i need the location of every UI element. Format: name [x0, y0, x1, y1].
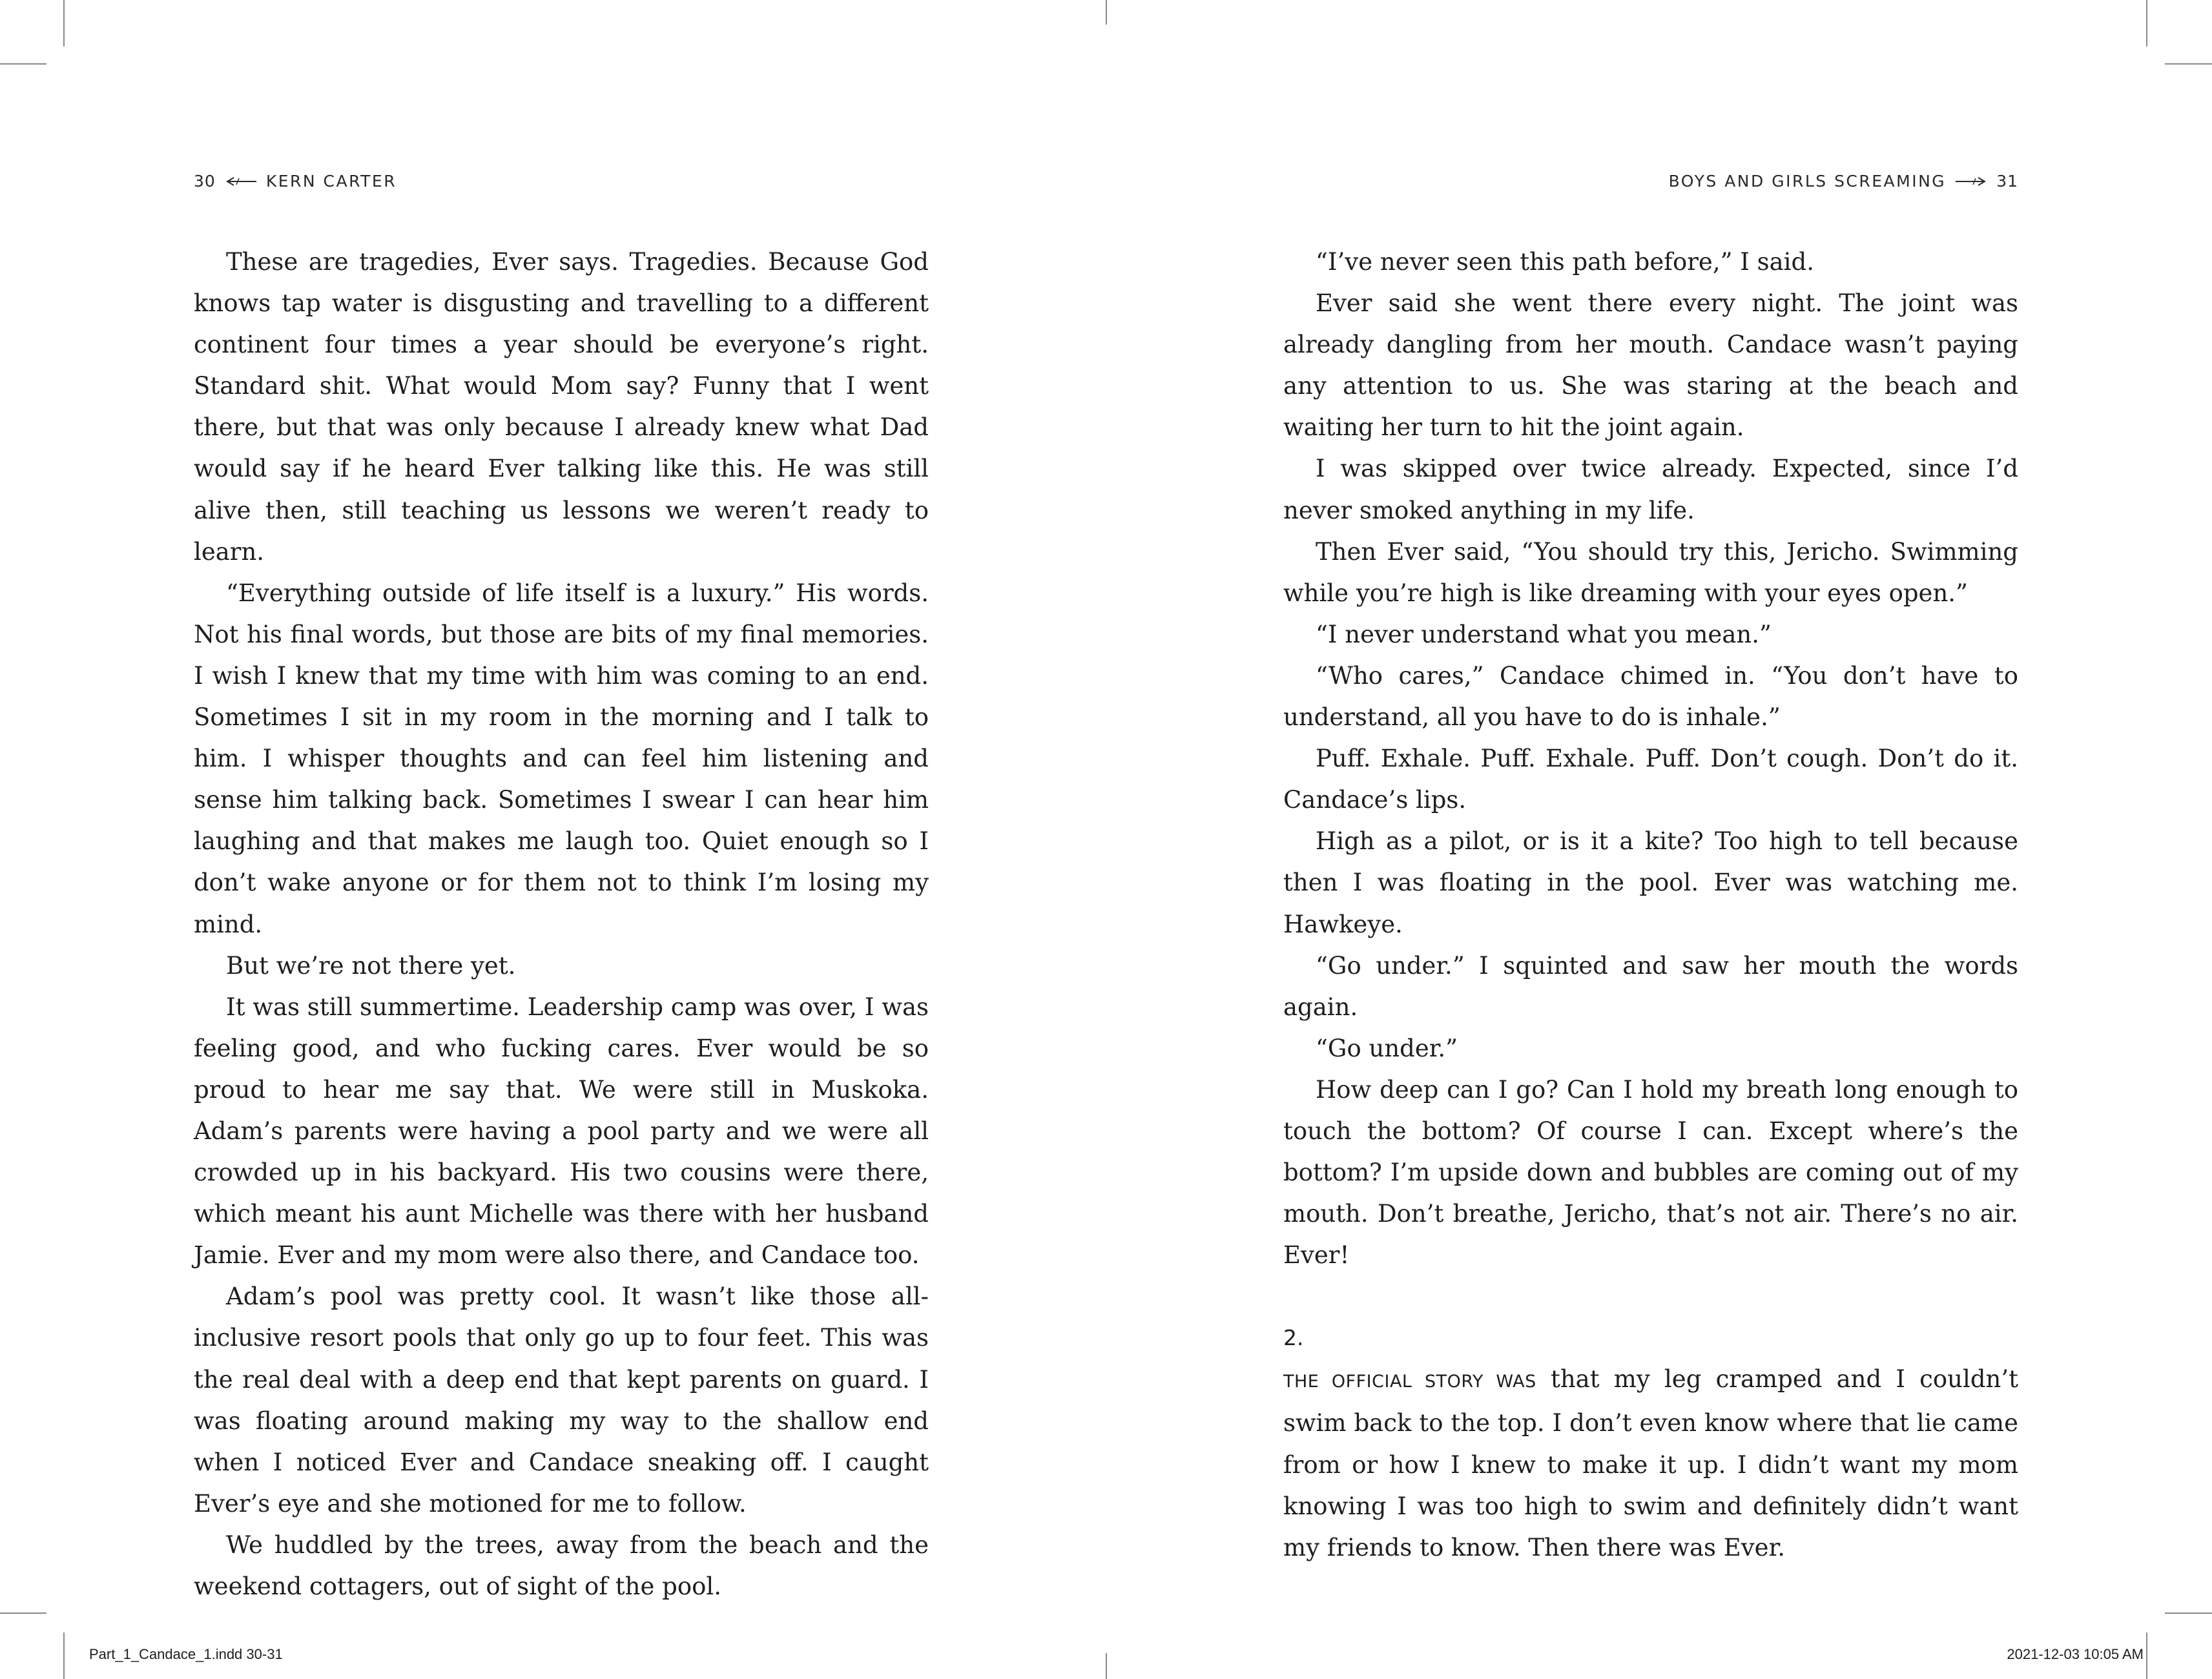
section-number: 2. [1283, 1325, 1304, 1351]
left-page-body [194, 242, 929, 1607]
running-head-right [1669, 172, 2018, 191]
crop-mark [63, 0, 65, 46]
crop-mark [2146, 0, 2147, 46]
crop-mark [1106, 1653, 1107, 1679]
slug-timestamp: 2021-12-03 10:05 AM [2007, 1646, 2144, 1662]
paragraph: Adam’s pool was pretty cool. It wasn’t like those all-inclusive resort pools that only go up to four feet. This was the real deal with a deep end that kept parents on guard. I was floating around making my way to the shallow end when I noticed Ever and Candace sneaking off. I caught Ever’s eye and she motioned for me to follow. [194, 1282, 929, 1518]
section-lead-in: THE OFFICIAL STORY WAS [1283, 1372, 1536, 1392]
paragraph: Puff. Exhale. Puff. Exhale. Puff. Don’t cough. Don’t do it. Candace’s lips. [1283, 745, 2018, 814]
paragraph: “Go under.” [1316, 1034, 1458, 1062]
running-head-author: KERN CARTER [265, 172, 397, 191]
paragraph: “Everything outside of life itself is a luxury.” His words. Not his final words, but those are bits of my final memories. I wish I knew that my time with him was coming to an end. Sometimes I sit in my room in the morning and I talk to him. I whisper thoughts and can feel him listening and sense him talking back. Sometimes I swear I can hear him laughing and that makes me laugh too. Quiet enough so I don’t wake anyone or for them not to think I’m losing my mind. [194, 579, 929, 938]
crop-mark [2165, 63, 2212, 65]
paragraph: Ever said she went there every night. The joint was already dangling from her mouth. Candace wasn’t paying any attention to us. She was staring at the beach and waiting her turn to hit the joint again. [1283, 289, 2018, 442]
running-head-title: BOYS AND GIRLS SCREAMING [1668, 172, 1947, 191]
arrow-ornament-icon [225, 177, 257, 186]
paragraph: High as a pilot, or is it a kite? Too high to tell because then I was floating in the pool. Ever was watching me. Hawkeye. [1283, 827, 2018, 938]
crop-mark [63, 1633, 65, 1679]
paragraph: “Who cares,” Candace chimed in. “You don’t have to understand, all you have to do is inhale.” [1283, 661, 2018, 732]
arrow-ornament-icon [1955, 177, 1987, 186]
paragraph: We huddled by the trees, away from the beach and the weekend cottagers, out of sight of the pool. [194, 1530, 929, 1600]
section-opening-paragraph [1283, 1359, 2018, 1568]
paragraph: These are tragedies, Ever says. Tragedies. Because God knows tap water is disgusting and travelling to a different continent four times a year should be everyone’s right. Standard shit. What would Mom say? Funny that I went there, but that was only because I already knew what Dad would say if he heard Ever talking like this. He was still alive then, still teaching us lessons we weren’t ready to learn. [194, 248, 929, 566]
paragraph: “I’ve never seen this path before,” I said. [1316, 248, 1814, 276]
paragraph: Then Ever said, “You should try this, Jericho. Swimming while you’re high is like dreaming with your eyes open.” [1283, 537, 2018, 607]
crop-mark [1106, 0, 1107, 25]
paragraph: But we’re not there yet. [226, 951, 516, 980]
paragraph: “Go under.” I squinted and saw her mouth the words again. [1283, 951, 2018, 1021]
crop-mark [2165, 1612, 2212, 1614]
paragraph: “I never understand what you mean.” [1316, 620, 1772, 648]
paragraph: It was still summertime. Leadership camp was over, I was feeling good, and who fucking cares. Ever would be so proud to hear me say that. We were still in Muskoka. Adam’s parents were having a pool party and we were all crowded up in his backyard. His two cousins were there, which meant his aunt Michelle was there with her husband Jamie. Ever and my mom were also there, and Candace too. [194, 993, 929, 1270]
running-head-left [194, 172, 397, 191]
paragraph: I was skipped over twice already. Expected, since I’d never smoked anything in my life. [1283, 455, 2018, 524]
right-page-body [1283, 242, 2018, 1569]
crop-mark [0, 1612, 47, 1614]
page-number: 30 [194, 172, 216, 191]
paragraph: How deep can I go? Can I hold my breath long enough to touch the bottom? Of course I can. Except where’s the bottom? I’m upside down and bubbles are coming out of my mouth. Don’t breathe, Jericho, that’s not air. There’s no air. Ever! [1283, 1075, 2018, 1270]
slug-file-name: Part_1_Candace_1.indd 30-31 [89, 1646, 283, 1662]
crop-mark [0, 63, 47, 65]
crop-mark [2146, 1633, 2147, 1679]
section-opening-text: that my leg cramped and I couldn’t swim back to the top. I don’t even know where that lie came from or how I knew to make it up. I didn’t want my mom knowing I was too high to swim and definitely didn’t want my friends to know. Then there was Ever. [1283, 1365, 2018, 1561]
page-number: 31 [1996, 172, 2018, 191]
